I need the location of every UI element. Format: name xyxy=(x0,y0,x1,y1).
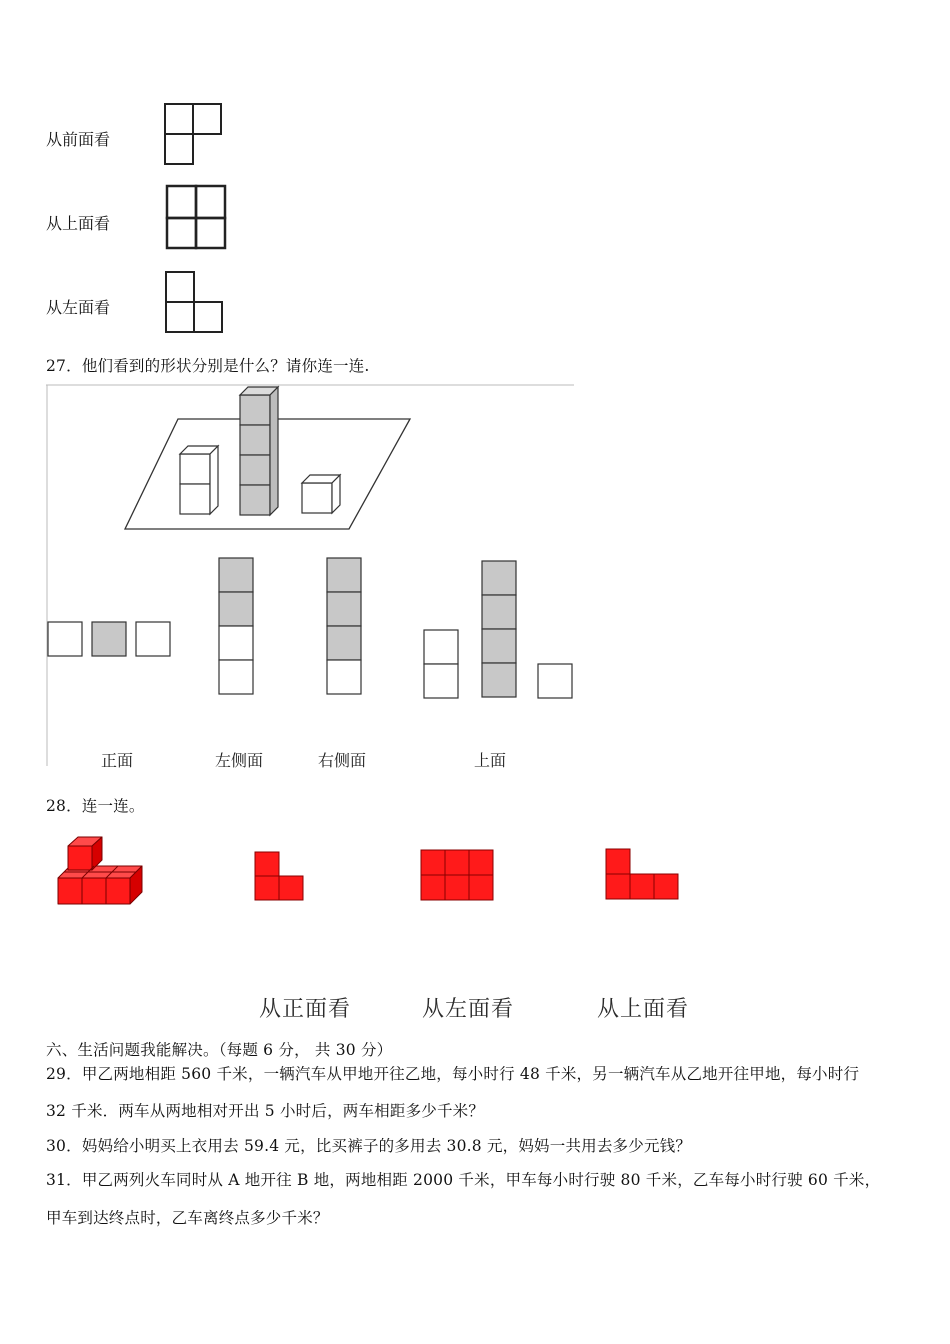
q27-view-option-group xyxy=(424,561,572,698)
q28-view-rectangle xyxy=(419,848,495,902)
q27-view-option-column-2 xyxy=(327,558,361,694)
q27-label-front: 正面 xyxy=(101,751,134,770)
q31-line1: 31．甲乙两列火车同时从 A 地开往 B 地，两地相距 2000 千米，甲车每小时行驶 80 千米，乙车每小时行驶 60 千米， xyxy=(46,1171,881,1189)
q30-line1: 30．妈妈给小明买上衣用去 59.4 元，比买裤子的多用去 30.8 元，妈妈一共用去多少元钱？ xyxy=(46,1137,692,1155)
q27-cube-single-right xyxy=(302,475,340,513)
q27-cube-stack-left xyxy=(180,446,218,514)
q27-figure xyxy=(46,384,576,769)
q27-label-right-side: 右侧面 xyxy=(318,751,367,770)
q28-solid-3d xyxy=(50,832,160,912)
top-view-label: 从上面看 xyxy=(46,214,111,233)
q28-prompt: 28．连一连。 xyxy=(46,797,145,815)
q28-label-front: 从正面看 xyxy=(259,997,352,1022)
top-view-figure xyxy=(160,183,230,253)
front-view-figure xyxy=(160,100,230,170)
q28-label-left: 从左面看 xyxy=(422,997,515,1022)
q27-view-option-column-1 xyxy=(219,558,253,694)
left-view-figure xyxy=(160,268,230,338)
q29-line1: 29．甲乙两地相距 560 千米，一辆汽车从甲地开往乙地，每小时行 48 千米，另一辆汽车从乙地开往甲地，每小时行 xyxy=(46,1065,860,1083)
q27-prompt: 27．他们看到的形状分别是什么？请你连一连. xyxy=(46,357,370,375)
front-view-label: 从前面看 xyxy=(46,130,111,149)
q29-line2: 32 千米．两车从两地相对开出 5 小时后，两车相距多少千米？ xyxy=(46,1102,485,1120)
q27-view-option-row xyxy=(48,622,170,656)
q27-label-left-side: 左侧面 xyxy=(215,751,264,770)
q31-line2: 甲车到达终点时，乙车离终点多少千米？ xyxy=(46,1209,329,1227)
q28-view-long-l xyxy=(604,847,682,901)
left-view-label: 从左面看 xyxy=(46,298,111,317)
q28-label-top: 从上面看 xyxy=(597,997,690,1022)
section6-heading: 六、生活问题我能解决。（每题 6 分， 共 30 分） xyxy=(46,1041,393,1059)
q27-label-top: 上面 xyxy=(474,751,507,770)
q27-cube-stack-middle xyxy=(240,387,278,515)
q28-view-l-shape xyxy=(253,850,309,902)
